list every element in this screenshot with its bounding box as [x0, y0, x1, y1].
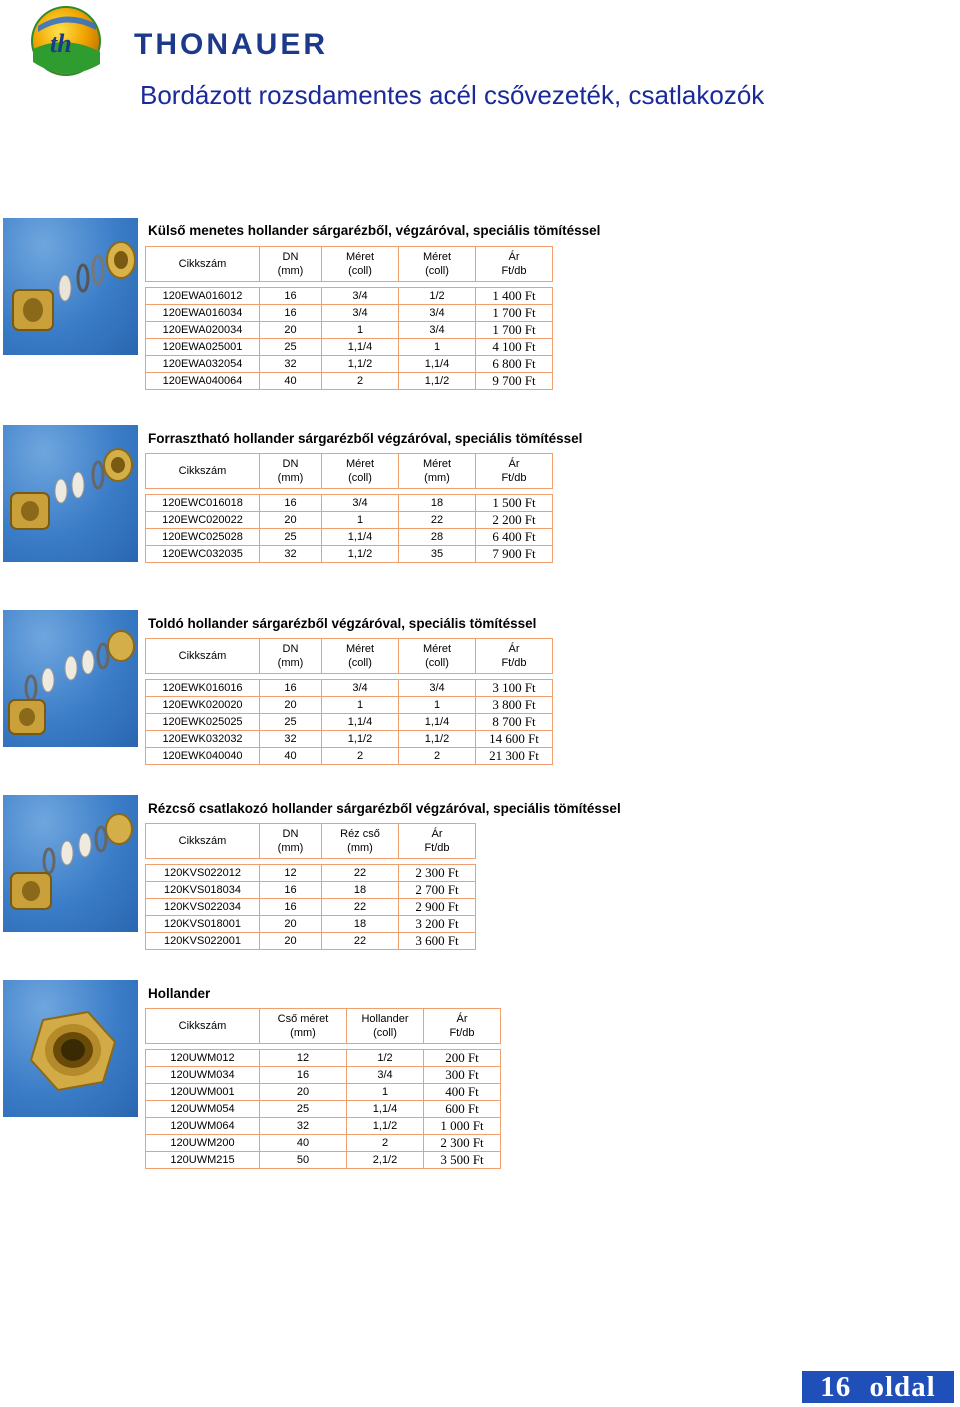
cell-dn: 25	[260, 714, 322, 731]
header-hollander: Hollander (coll)	[347, 1009, 424, 1044]
header-dn: DN (mm)	[260, 247, 322, 282]
cell-dn: 16	[260, 680, 322, 697]
cell-pipe-size: 50	[260, 1152, 347, 1169]
cell-article: 120UWM064	[146, 1118, 260, 1135]
cell-dn: 12	[260, 865, 322, 882]
page-title: Bordázott rozsdamentes acél csővezeték, csatlakozók	[140, 80, 765, 110]
cell-copper-pipe: 18	[322, 916, 399, 933]
product-photo	[3, 980, 138, 1117]
cell-article: 120UWM215	[146, 1152, 260, 1169]
table-row	[146, 1135, 501, 1152]
cell-dn: 20	[260, 512, 322, 529]
cell-size-2: 28	[399, 529, 476, 546]
page-number-badge: 16 oldal	[802, 1371, 954, 1403]
price-table	[145, 453, 553, 563]
header-size-1: Méret (coll)	[322, 639, 399, 674]
cell-price: 6 800 Ft	[476, 356, 553, 373]
price-table	[145, 638, 553, 765]
cell-dn: 32	[260, 546, 322, 563]
logo-emblem-icon	[28, 4, 108, 78]
logo-wordmark: THONAUER	[134, 28, 328, 61]
header-article-number: Cikkszám	[146, 1009, 260, 1044]
svg-text:th: th	[50, 29, 72, 58]
header-article-number: Cikkszám	[146, 247, 260, 282]
cell-price: 3 500 Ft	[424, 1152, 501, 1169]
table-row	[146, 546, 553, 563]
cell-size-1: 1	[322, 512, 399, 529]
header-article-number: Cikkszám	[146, 454, 260, 489]
cell-article: 120EWC032035	[146, 546, 260, 563]
cell-price: 7 900 Ft	[476, 546, 553, 563]
header-dn: DN (mm)	[260, 824, 322, 859]
cell-article: 120EWK016016	[146, 680, 260, 697]
cell-pipe-size: 16	[260, 1067, 347, 1084]
cell-article: 120EWA016034	[146, 305, 260, 322]
cell-price: 3 600 Ft	[399, 933, 476, 950]
cell-article: 120EWA020034	[146, 322, 260, 339]
table-row	[146, 373, 553, 390]
cell-size-2: 2	[399, 748, 476, 765]
cell-dn: 20	[260, 697, 322, 714]
cell-price: 2 900 Ft	[399, 899, 476, 916]
cell-price: 4 100 Ft	[476, 339, 553, 356]
product-photo	[3, 610, 138, 747]
table-row	[146, 529, 553, 546]
cell-article: 120EWK020020	[146, 697, 260, 714]
cell-size-2: 1,1/4	[399, 714, 476, 731]
section-title: Külső menetes hollander sárgarézből, végzáróval, speciális tömítéssel	[148, 223, 601, 238]
table-row	[146, 322, 553, 339]
cell-dn: 20	[260, 933, 322, 950]
cell-article: 120UWM001	[146, 1084, 260, 1101]
product-photo	[3, 425, 138, 562]
cell-price: 600 Ft	[424, 1101, 501, 1118]
table-header-row	[146, 247, 553, 282]
cell-price: 200 Ft	[424, 1050, 501, 1067]
cell-dn: 16	[260, 288, 322, 305]
table-row	[146, 748, 553, 765]
cell-price: 3 800 Ft	[476, 697, 553, 714]
price-table	[145, 1008, 501, 1169]
price-table	[145, 823, 476, 950]
section-title: Rézcső csatlakozó hollander sárgarézből végzáróval, speciális tömítéssel	[148, 801, 621, 816]
table-row	[146, 305, 553, 322]
cell-pipe-size: 12	[260, 1050, 347, 1067]
table-row	[146, 697, 553, 714]
cell-price: 1 400 Ft	[476, 288, 553, 305]
cell-size-1: 1,1/2	[322, 356, 399, 373]
table-header-row	[146, 1009, 501, 1044]
table-row	[146, 512, 553, 529]
cell-article: 120EWK040040	[146, 748, 260, 765]
cell-size-1: 3/4	[322, 495, 399, 512]
cell-size-1: 3/4	[322, 288, 399, 305]
cell-copper-pipe: 22	[322, 899, 399, 916]
section-title: Forrasztható hollander sárgarézből végzáróval, speciális tömítéssel	[148, 431, 583, 446]
header-dn: DN (mm)	[260, 454, 322, 489]
cell-hollander: 1	[347, 1084, 424, 1101]
header-price: Ár Ft/db	[399, 824, 476, 859]
header-price: Ár Ft/db	[476, 247, 553, 282]
cell-article: 120EWC020022	[146, 512, 260, 529]
cell-size-2: 1,1/4	[399, 356, 476, 373]
table-header-row	[146, 454, 553, 489]
cell-size-1: 1,1/4	[322, 714, 399, 731]
cell-copper-pipe: 22	[322, 933, 399, 950]
header-article-number: Cikkszám	[146, 824, 260, 859]
table-row	[146, 882, 476, 899]
table-row	[146, 680, 553, 697]
table-row	[146, 1067, 501, 1084]
cell-size-1: 1	[322, 697, 399, 714]
header-article-number: Cikkszám	[146, 639, 260, 674]
section-title: Toldó hollander sárgarézből végzáróval, speciális tömítéssel	[148, 616, 537, 631]
cell-hollander: 2	[347, 1135, 424, 1152]
cell-dn: 16	[260, 305, 322, 322]
cell-size-1: 2	[322, 748, 399, 765]
cell-dn: 16	[260, 899, 322, 916]
company-logo	[28, 4, 338, 78]
table-row	[146, 731, 553, 748]
header-copper-pipe: Réz cső (mm)	[322, 824, 399, 859]
table-row	[146, 933, 476, 950]
cell-copper-pipe: 18	[322, 882, 399, 899]
cell-dn: 16	[260, 495, 322, 512]
cell-dn: 32	[260, 356, 322, 373]
cell-dn: 40	[260, 373, 322, 390]
table-row	[146, 495, 553, 512]
table-row	[146, 1101, 501, 1118]
cell-article: 120KVS018001	[146, 916, 260, 933]
cell-price: 300 Ft	[424, 1067, 501, 1084]
cell-price: 400 Ft	[424, 1084, 501, 1101]
header-dn: DN (mm)	[260, 639, 322, 674]
header-price: Ár Ft/db	[476, 639, 553, 674]
cell-price: 3 100 Ft	[476, 680, 553, 697]
table-header-row	[146, 639, 553, 674]
cell-hollander: 2,1/2	[347, 1152, 424, 1169]
header-size-1: Méret (coll)	[322, 247, 399, 282]
cell-price: 14 600 Ft	[476, 731, 553, 748]
cell-article: 120UWM054	[146, 1101, 260, 1118]
cell-article: 120EWC025028	[146, 529, 260, 546]
table-row	[146, 714, 553, 731]
cell-price: 1 500 Ft	[476, 495, 553, 512]
cell-size-1: 1,1/2	[322, 731, 399, 748]
cell-price: 3 200 Ft	[399, 916, 476, 933]
cell-hollander: 1/2	[347, 1050, 424, 1067]
cell-pipe-size: 20	[260, 1084, 347, 1101]
cell-price: 1 700 Ft	[476, 322, 553, 339]
table-row	[146, 1152, 501, 1169]
header-size-2: Méret (coll)	[399, 639, 476, 674]
header-price: Ár Ft/db	[476, 454, 553, 489]
cell-article: 120EWA040064	[146, 373, 260, 390]
section-title: Hollander	[148, 986, 211, 1001]
cell-price: 21 300 Ft	[476, 748, 553, 765]
cell-size-1: 1,1/4	[322, 339, 399, 356]
cell-size-2: 3/4	[399, 305, 476, 322]
cell-price: 2 200 Ft	[476, 512, 553, 529]
cell-article: 120KVS018034	[146, 882, 260, 899]
cell-size-1: 1	[322, 322, 399, 339]
cell-price: 2 300 Ft	[399, 865, 476, 882]
cell-size-1: 1,1/4	[322, 529, 399, 546]
cell-article: 120UWM200	[146, 1135, 260, 1152]
cell-price: 9 700 Ft	[476, 373, 553, 390]
table-row	[146, 916, 476, 933]
header-size-2: Méret (coll)	[399, 247, 476, 282]
table-row	[146, 1050, 501, 1067]
cell-article: 120EWA016012	[146, 288, 260, 305]
cell-article: 120KVS022001	[146, 933, 260, 950]
cell-size-2: 1/2	[399, 288, 476, 305]
cell-size-2: 1,1/2	[399, 373, 476, 390]
cell-price: 8 700 Ft	[476, 714, 553, 731]
table-row	[146, 899, 476, 916]
price-table	[145, 246, 553, 390]
header-size-1: Méret (coll)	[322, 454, 399, 489]
cell-pipe-size: 25	[260, 1101, 347, 1118]
product-photo	[3, 218, 138, 355]
cell-size-2: 3/4	[399, 322, 476, 339]
cell-size-2: 22	[399, 512, 476, 529]
cell-article: 120EWA032054	[146, 356, 260, 373]
cell-price: 6 400 Ft	[476, 529, 553, 546]
cell-article: 120KVS022034	[146, 899, 260, 916]
header-size-2: Méret (mm)	[399, 454, 476, 489]
cell-article: 120UWM012	[146, 1050, 260, 1067]
cell-article: 120EWA025001	[146, 339, 260, 356]
cell-hollander: 1,1/4	[347, 1101, 424, 1118]
cell-article: 120EWK025025	[146, 714, 260, 731]
cell-article: 120UWM034	[146, 1067, 260, 1084]
cell-size-1: 2	[322, 373, 399, 390]
cell-price: 1 000 Ft	[424, 1118, 501, 1135]
cell-dn: 20	[260, 916, 322, 933]
cell-size-2: 18	[399, 495, 476, 512]
cell-pipe-size: 40	[260, 1135, 347, 1152]
cell-size-2: 35	[399, 546, 476, 563]
cell-price: 2 700 Ft	[399, 882, 476, 899]
cell-dn: 25	[260, 529, 322, 546]
header-pipe-size: Cső méret (mm)	[260, 1009, 347, 1044]
cell-size-1: 3/4	[322, 680, 399, 697]
cell-dn: 40	[260, 748, 322, 765]
cell-hollander: 3/4	[347, 1067, 424, 1084]
table-row	[146, 288, 553, 305]
product-photo	[3, 795, 138, 932]
cell-size-2: 1,1/2	[399, 731, 476, 748]
cell-dn: 20	[260, 322, 322, 339]
cell-article: 120EWC016018	[146, 495, 260, 512]
cell-pipe-size: 32	[260, 1118, 347, 1135]
cell-price: 2 300 Ft	[424, 1135, 501, 1152]
cell-article: 120EWK032032	[146, 731, 260, 748]
table-row	[146, 865, 476, 882]
table-row	[146, 356, 553, 373]
cell-size-2: 1	[399, 697, 476, 714]
cell-hollander: 1,1/2	[347, 1118, 424, 1135]
cell-size-2: 3/4	[399, 680, 476, 697]
cell-copper-pipe: 22	[322, 865, 399, 882]
cell-dn: 25	[260, 339, 322, 356]
cell-size-2: 1	[399, 339, 476, 356]
cell-dn: 32	[260, 731, 322, 748]
cell-dn: 16	[260, 882, 322, 899]
table-row	[146, 1084, 501, 1101]
table-row	[146, 1118, 501, 1135]
table-header-row	[146, 824, 476, 859]
cell-price: 1 700 Ft	[476, 305, 553, 322]
table-row	[146, 339, 553, 356]
cell-article: 120KVS022012	[146, 865, 260, 882]
header-price: Ár Ft/db	[424, 1009, 501, 1044]
cell-size-1: 3/4	[322, 305, 399, 322]
cell-size-1: 1,1/2	[322, 546, 399, 563]
